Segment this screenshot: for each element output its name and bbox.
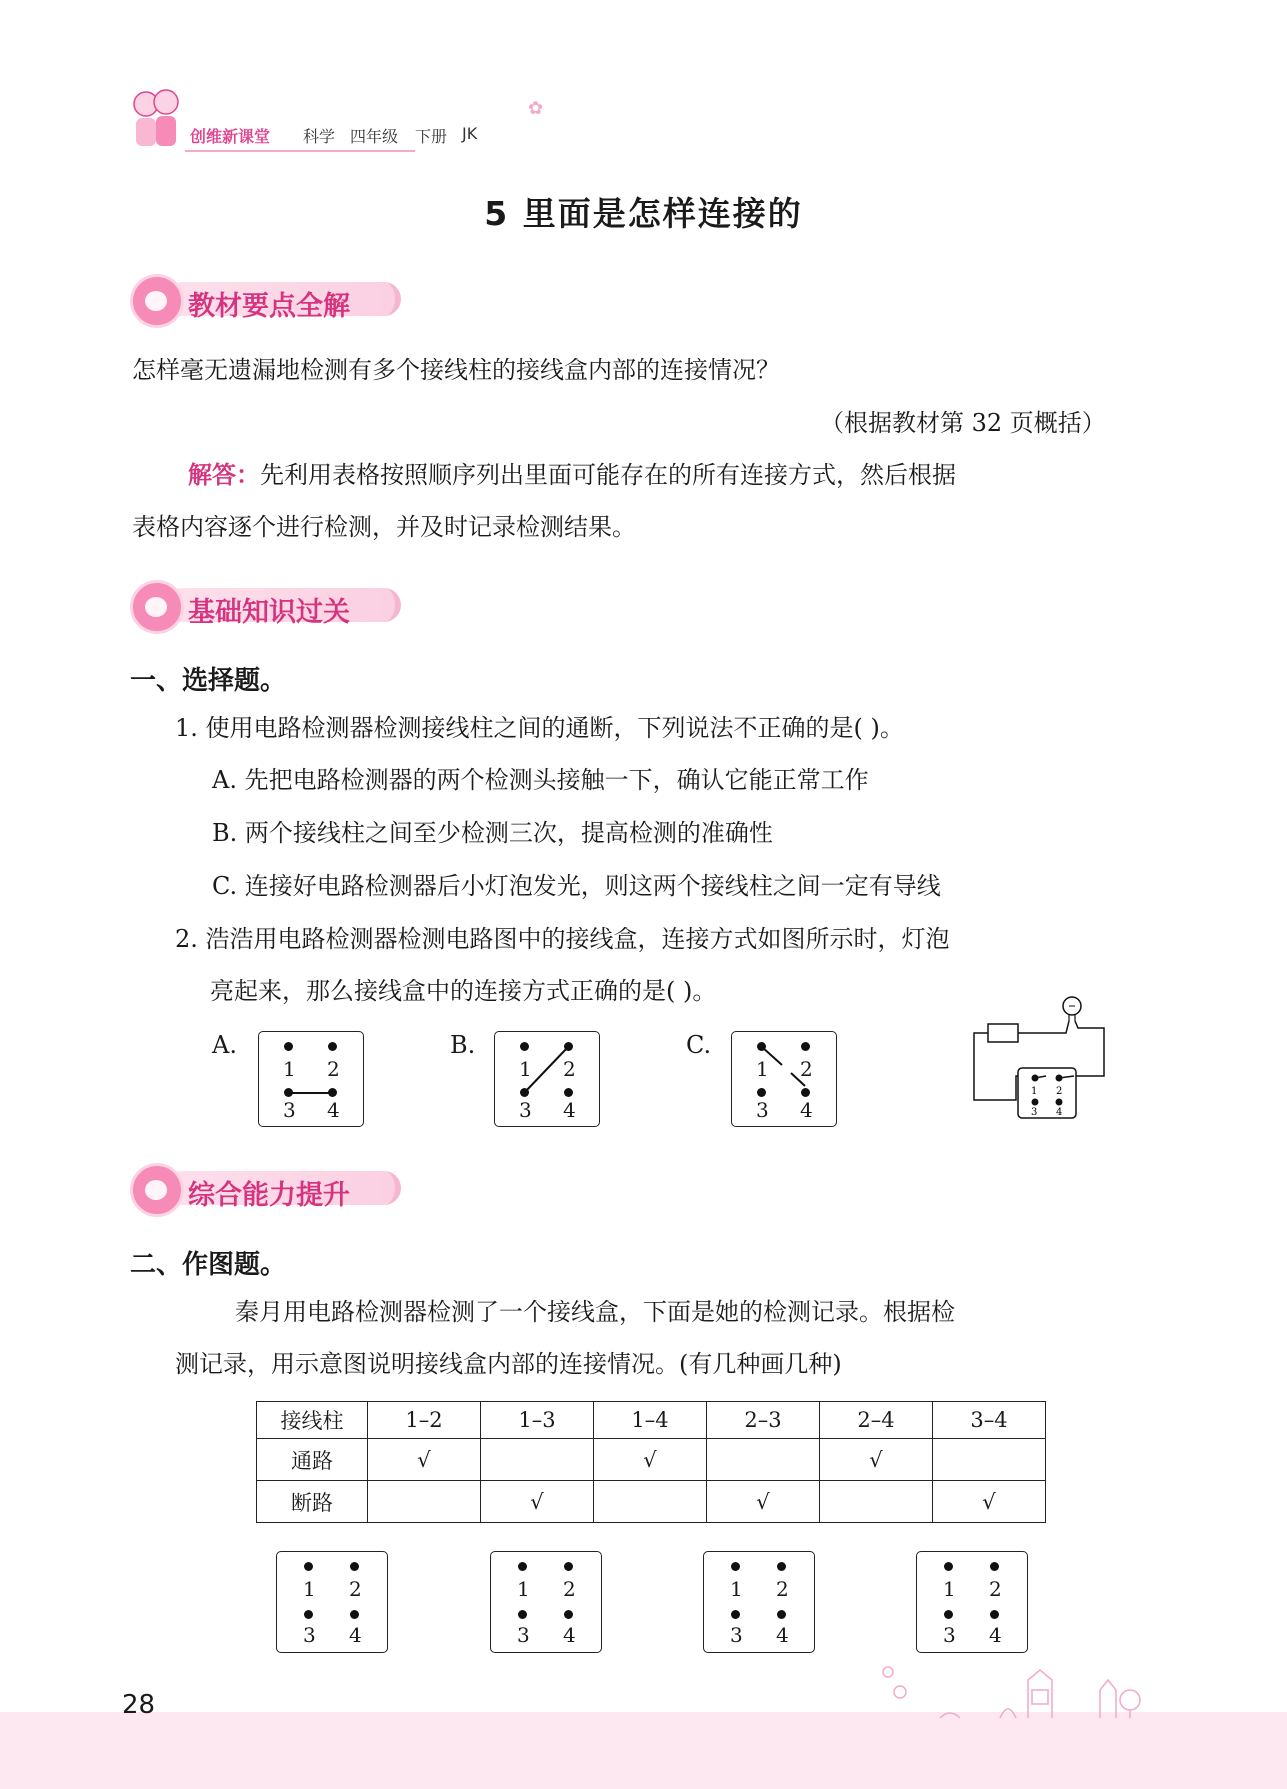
header-mascot — [128, 86, 183, 152]
terminal-label: 1 — [283, 1057, 296, 1081]
terminal-label: 2 — [989, 1577, 1002, 1601]
terminal-label: 2 — [776, 1577, 789, 1601]
q1-option-c: C. 连接好电路检测器后小灯泡发光，则这两个接线柱之间一定有导线 — [212, 872, 941, 900]
terminal-label: 4 — [563, 1623, 576, 1647]
mascot-icon — [128, 86, 183, 152]
battery-icon — [988, 1024, 1018, 1042]
table-header-cell: 接线柱 — [257, 1402, 368, 1439]
junction-box-option-c — [731, 1031, 837, 1127]
terminal-label: 2 — [800, 1057, 813, 1081]
section-title: 基础知识过关 — [188, 597, 350, 628]
part2-heading: 二、作图题。 — [130, 1250, 287, 1280]
page-number: 28 — [122, 1690, 156, 1720]
mascot-badge-icon — [130, 1163, 184, 1217]
q1-option-b: B. 两个接线柱之间至少检测三次，提高检测的准确性 — [212, 819, 773, 847]
part2-text-1: 秦月用电路检测器检测了一个接线盒，下面是她的检测记录。根据检 — [235, 1298, 955, 1326]
table-cell: √ — [707, 1481, 820, 1523]
terminal-label: 2 — [349, 1577, 362, 1601]
terminal-label: 2 — [327, 1057, 340, 1081]
wire-2-3 — [495, 1032, 599, 1126]
table-cell — [481, 1439, 594, 1481]
page-title: 5 里面是怎样连接的 — [484, 194, 803, 233]
terminal-label: 3 — [756, 1098, 769, 1122]
q2-option-b-label: B. — [450, 1031, 476, 1059]
drawing-box-2[interactable] — [490, 1551, 602, 1653]
table-header-cell: 1–4 — [594, 1402, 707, 1439]
circuit-terminal-label: 4 — [1056, 1107, 1063, 1118]
terminal-label: 1 — [756, 1057, 769, 1081]
table-cell: 通路 — [257, 1439, 368, 1481]
terminal-label: 1 — [519, 1057, 532, 1081]
terminal-label: 3 — [943, 1623, 956, 1647]
volume: 下册 — [415, 127, 448, 146]
test-record-table — [256, 1401, 1046, 1523]
circuit-terminal-label: 3 — [1031, 1107, 1038, 1118]
junction-box-option-a — [258, 1031, 364, 1127]
decor-flower-icon: ✿ — [528, 98, 544, 119]
q1-stem: 1. 使用电路检测器检测接线柱之间的通断，下列说法不正确的是( )。 — [175, 714, 904, 742]
header-divider — [185, 150, 415, 152]
table-cell: √ — [933, 1481, 1046, 1523]
table-row — [257, 1481, 1046, 1523]
q1-option-a: A. 先把电路检测器的两个检测头接触一下，确认它能正常工作 — [212, 766, 869, 794]
answer-line-1 — [188, 460, 956, 490]
table-row — [257, 1439, 1046, 1481]
answer-label: 解答： — [188, 460, 260, 489]
drawing-box-1[interactable] — [276, 1551, 388, 1653]
grade: 四年级 — [350, 127, 399, 146]
q2-stem-1: 2. 浩浩用电路检测器检测电路图中的接线盒，连接方式如图所示时，灯泡 — [175, 925, 950, 953]
table-header-cell: 3–4 — [933, 1402, 1046, 1439]
section-banner-basics — [130, 580, 410, 630]
terminal-label: 4 — [776, 1623, 789, 1647]
part1-heading: 一、选择题。 — [130, 666, 287, 696]
wire-1-4 — [732, 1032, 836, 1126]
mascot-badge-icon — [130, 274, 184, 328]
table-cell — [707, 1439, 820, 1481]
section-title: 教材要点全解 — [188, 291, 350, 322]
terminal-label: 3 — [303, 1623, 316, 1647]
terminal-label: 2 — [563, 1057, 576, 1081]
table-row — [257, 1402, 1046, 1439]
answer-text-1: 先利用表格按照顺序列出里面可能存在的所有连接方式，然后根据 — [260, 461, 956, 489]
key-question: 怎样毫无遗漏地检测有多个接线柱的接线盒内部的连接情况？ — [132, 356, 780, 384]
table-header-cell: 2–3 — [707, 1402, 820, 1439]
terminal-label: 4 — [989, 1623, 1002, 1647]
table-cell — [368, 1481, 481, 1523]
section-banner-key-points — [130, 274, 410, 324]
brand-name: 创维新课堂 — [190, 127, 271, 146]
table-cell: √ — [820, 1439, 933, 1481]
key-source: （根据教材第 32 页概括） — [820, 409, 1106, 437]
q2-option-c-label: C. — [686, 1031, 712, 1059]
table-cell: 断路 — [257, 1481, 368, 1523]
table-header-cell: 1–2 — [368, 1402, 481, 1439]
circuit-diagram — [968, 992, 1116, 1122]
terminal-label: 1 — [303, 1577, 316, 1601]
table-cell: √ — [368, 1439, 481, 1481]
drawing-box-4[interactable] — [916, 1551, 1028, 1653]
table-header-cell: 1–3 — [481, 1402, 594, 1439]
drawing-box-3[interactable] — [703, 1551, 815, 1653]
terminal-label: 3 — [730, 1623, 743, 1647]
terminal-label: 3 — [283, 1098, 296, 1122]
part2-text-2: 测记录，用示意图说明接线盒内部的连接情况。(有几种画几种) — [175, 1350, 842, 1378]
terminal-label: 1 — [517, 1577, 530, 1601]
castle-decoration-icon — [880, 1650, 1160, 1720]
terminal-label: 4 — [563, 1098, 576, 1122]
circuit-terminal-label: 1 — [1031, 1086, 1038, 1097]
terminal-label: 4 — [800, 1098, 813, 1122]
section-title: 综合能力提升 — [188, 1180, 350, 1211]
terminal-label: 1 — [943, 1577, 956, 1601]
circuit-terminal-label: 2 — [1056, 1086, 1063, 1097]
terminal-label: 2 — [563, 1577, 576, 1601]
section-banner-advanced — [130, 1163, 410, 1213]
terminal-label: 4 — [327, 1098, 340, 1122]
circuit-junction-box — [1018, 1068, 1076, 1118]
terminal-label: 4 — [349, 1623, 362, 1647]
footer-band — [0, 1712, 1287, 1789]
junction-box-option-b — [494, 1031, 600, 1127]
table-cell — [594, 1481, 707, 1523]
q2-option-a-label: A. — [212, 1031, 237, 1059]
subject: 科学 — [303, 127, 336, 146]
answer-line-2: 表格内容逐个进行检测，并及时记录检测结果。 — [132, 513, 636, 541]
terminal-label: 3 — [519, 1098, 532, 1122]
table-header-cell: 2–4 — [820, 1402, 933, 1439]
table-cell: √ — [594, 1439, 707, 1481]
mascot-badge-icon — [130, 580, 184, 634]
wire-3-4 — [259, 1032, 363, 1126]
q2-stem-2: 亮起来，那么接线盒中的连接方式正确的是( )。 — [210, 977, 717, 1005]
edition: JK — [462, 124, 478, 143]
terminal-label: 1 — [730, 1577, 743, 1601]
table-cell: √ — [481, 1481, 594, 1523]
terminal-label: 3 — [517, 1623, 530, 1647]
table-cell — [820, 1481, 933, 1523]
table-cell — [933, 1439, 1046, 1481]
